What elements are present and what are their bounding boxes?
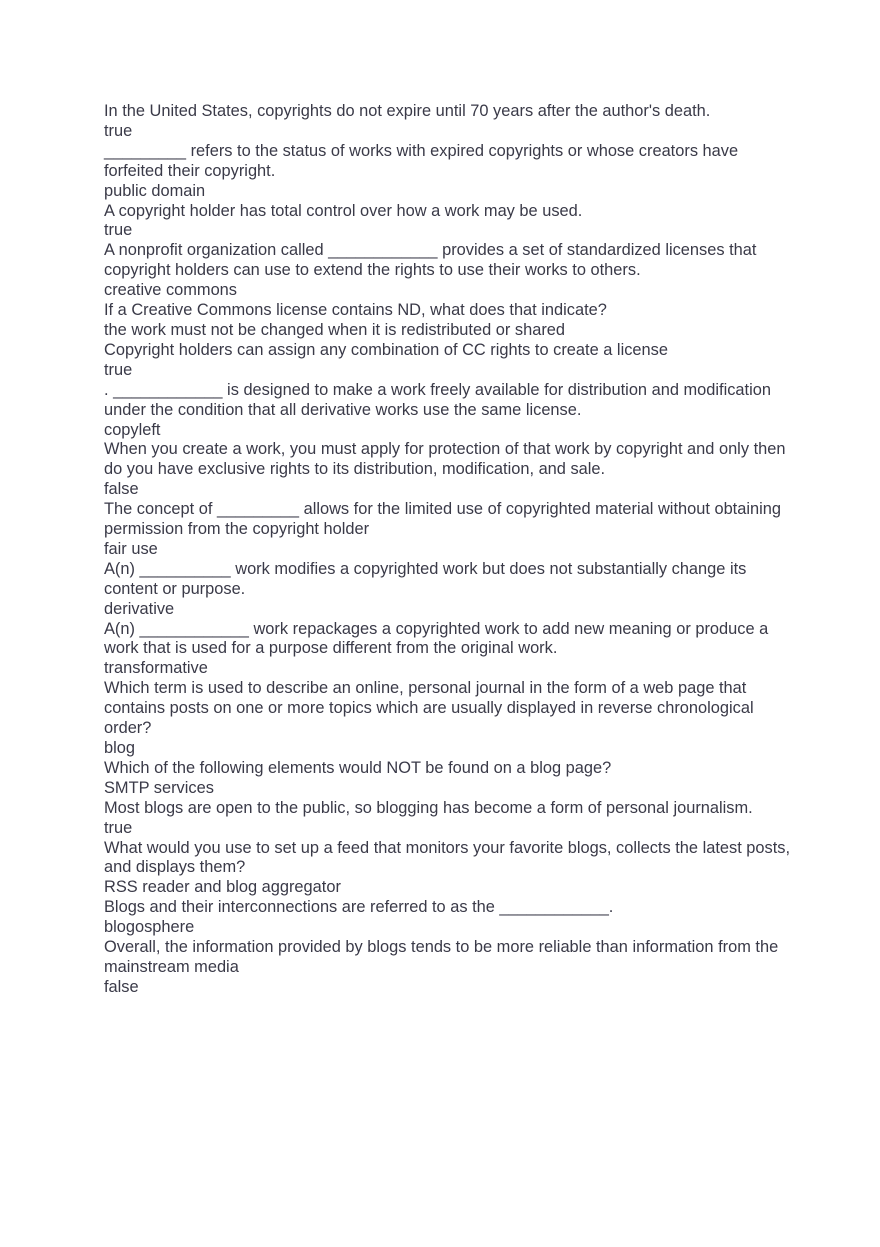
answer-text: public domain	[104, 181, 206, 200]
qa-item-7	[104, 381, 794, 441]
qa-item-11	[104, 620, 794, 680]
question-text: Most blogs are open to the public, so blogging has become a form of personal journalism.	[104, 798, 753, 817]
question-text: A(n) __________ work modifies a copyrighted work but does not substantially change its content or purpose.	[104, 559, 751, 598]
qa-item-17	[104, 938, 794, 998]
question-text: In the United States, copyrights do not expire until 70 years after the author's death.	[104, 102, 711, 120]
question-text: Which term is used to describe an online, personal journal in the form of a web page that contains posts on one or more topics which are usually displayed in reverse chronological order?	[104, 679, 759, 738]
answer-text: true	[104, 360, 133, 379]
question-text: _________ refers to the status of works with expired copyrights or whose creators have forfeited their copyright.	[104, 141, 743, 180]
question-text: Copyright holders can assign any combination of CC rights to create a license	[104, 340, 668, 359]
qa-item-2	[104, 142, 794, 202]
answer-text: SMTP services	[104, 778, 214, 797]
answer-text: false	[104, 977, 139, 996]
answer-text: blogosphere	[104, 918, 195, 937]
answer-text: copyleft	[104, 420, 161, 439]
qa-item-13	[104, 759, 794, 799]
answer-text: true	[104, 221, 133, 240]
qa-item-12	[104, 679, 794, 759]
qa-item-4	[104, 241, 794, 301]
question-text: Blogs and their interconnections are referred to as the ____________.	[104, 898, 614, 917]
question-text: If a Creative Commons license contains ND, what does that indicate?	[104, 301, 607, 320]
question-text: . ____________ is designed to make a work freely available for distribution and modification under the condition that all derivative works use the same license.	[104, 380, 776, 419]
question-text: What would you use to set up a feed that monitors your favorite blogs, collects the latest posts, and displays them?	[104, 838, 795, 877]
answer-text: the work must not be changed when it is redistributed or shared	[104, 320, 566, 339]
qa-item-16	[104, 898, 794, 938]
qa-item-5	[104, 301, 794, 341]
answer-text: creative commons	[104, 281, 237, 300]
question-text: A copyright holder has total control over how a work may be used.	[104, 201, 583, 220]
question-text: The concept of _________ allows for the limited use of copyrighted material without obtaining permission from the copyright holder	[104, 500, 786, 539]
answer-text: derivative	[104, 599, 175, 618]
answer-text: true	[104, 818, 133, 837]
qa-item-8	[104, 440, 794, 500]
qa-item-1	[104, 102, 794, 142]
qa-item-10	[104, 560, 794, 620]
answer-text: true	[104, 121, 133, 140]
answer-text: blog	[104, 739, 135, 757]
answer-text: transformative	[104, 659, 208, 678]
answer-text: false	[104, 480, 139, 499]
question-text: When you create a work, you must apply for protection of that work by copyright and only then do you have exclusive rights to its distribution, modification, and sale.	[104, 440, 791, 479]
document-page	[104, 102, 794, 998]
question-text: Overall, the information provided by blogs tends to be more reliable than information from the mainstream media	[104, 938, 783, 976]
qa-item-9	[104, 500, 794, 560]
answer-text: RSS reader and blog aggregator	[104, 878, 341, 897]
question-text: Which of the following elements would NOT be found on a blog page?	[104, 758, 612, 777]
answer-text: fair use	[104, 539, 158, 558]
question-text: A nonprofit organization called ____________ provides a set of standardized licenses that copyright holders can use to extend the rights to use their works to others.	[104, 241, 761, 280]
question-text: A(n) ____________ work repackages a copyrighted work to add new meaning or produce a work that is used for a purpose different from the original work.	[104, 619, 773, 658]
qa-item-14	[104, 799, 794, 839]
qa-item-6	[104, 341, 794, 381]
qa-item-15	[104, 839, 794, 899]
qa-item-3	[104, 202, 794, 242]
